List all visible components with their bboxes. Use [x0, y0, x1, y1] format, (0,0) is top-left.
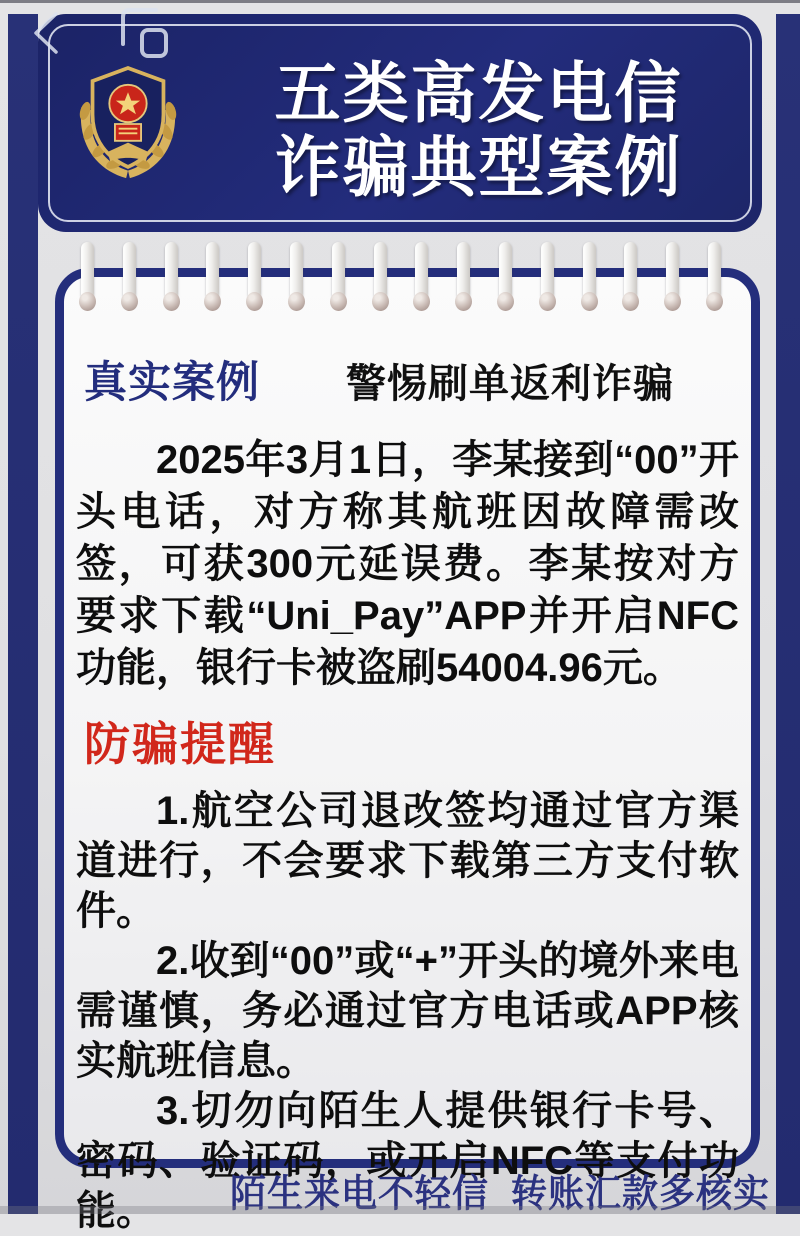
poster-left-band	[8, 14, 38, 1214]
case-title: 警惕刷单返利诈骗	[346, 362, 674, 406]
tip-item-1: 1.航空公司退改签均通过官方渠道进行，不会要求下载第三方支付软件。	[76, 789, 739, 933]
binder-ring	[414, 242, 429, 314]
tip-item-3: 3.切勿向陌生人提供银行卡号、密码、验证码，或开启NFC等支付功能。	[76, 1089, 739, 1233]
letterbox-top	[0, 0, 800, 3]
binder-ring	[456, 242, 471, 314]
case-body-text: 2025年3月1日，李某接到“00”开头电话，对方称其航班因故障需改签，可获300元延误费。李某按对方要求下载“Uni_Pay”APP并开启NFC功能，银行卡被盗刷54004.96元。	[76, 438, 739, 690]
binder-ring	[247, 242, 262, 314]
china-police-emblem-icon	[72, 50, 184, 198]
case-label: 真实案例	[84, 359, 260, 407]
case-header-row	[84, 349, 739, 410]
binder-ring	[205, 242, 220, 314]
back-chevron-icon	[26, 41, 66, 58]
binder-ring	[498, 242, 513, 314]
binder-ring	[331, 242, 346, 314]
binder-ring	[623, 242, 638, 314]
binder-ring	[665, 242, 680, 314]
binder-ring	[540, 242, 555, 314]
spiral-rings	[80, 242, 722, 314]
binder-ring	[373, 242, 388, 314]
tip-item-2: 2.收到“00”或“+”开头的境外来电需谨慎，务必通过官方电话或APP核实航班信息。	[76, 939, 739, 1083]
back-button[interactable]	[26, 10, 66, 54]
poster-right-band	[776, 14, 800, 1214]
letterbox-bottom	[0, 1206, 800, 1214]
binder-ring	[80, 242, 95, 314]
poster-title	[213, 40, 744, 220]
binder-ring	[164, 242, 179, 314]
reminder-label: 防骗提醒	[84, 718, 276, 770]
poster-title-line1: 五类高发电信	[274, 56, 683, 130]
binder-ring	[289, 242, 304, 314]
poster-title-line2: 诈骗典型案例	[274, 130, 683, 204]
screenshot-copy-button[interactable]	[116, 4, 170, 62]
binder-ring	[582, 242, 597, 314]
footer-slogan: 陌生来电不轻信 转账汇款多核实	[229, 1172, 770, 1216]
screenshot-copy-icon	[116, 49, 170, 66]
binder-ring	[707, 242, 722, 314]
binder-ring	[122, 242, 137, 314]
